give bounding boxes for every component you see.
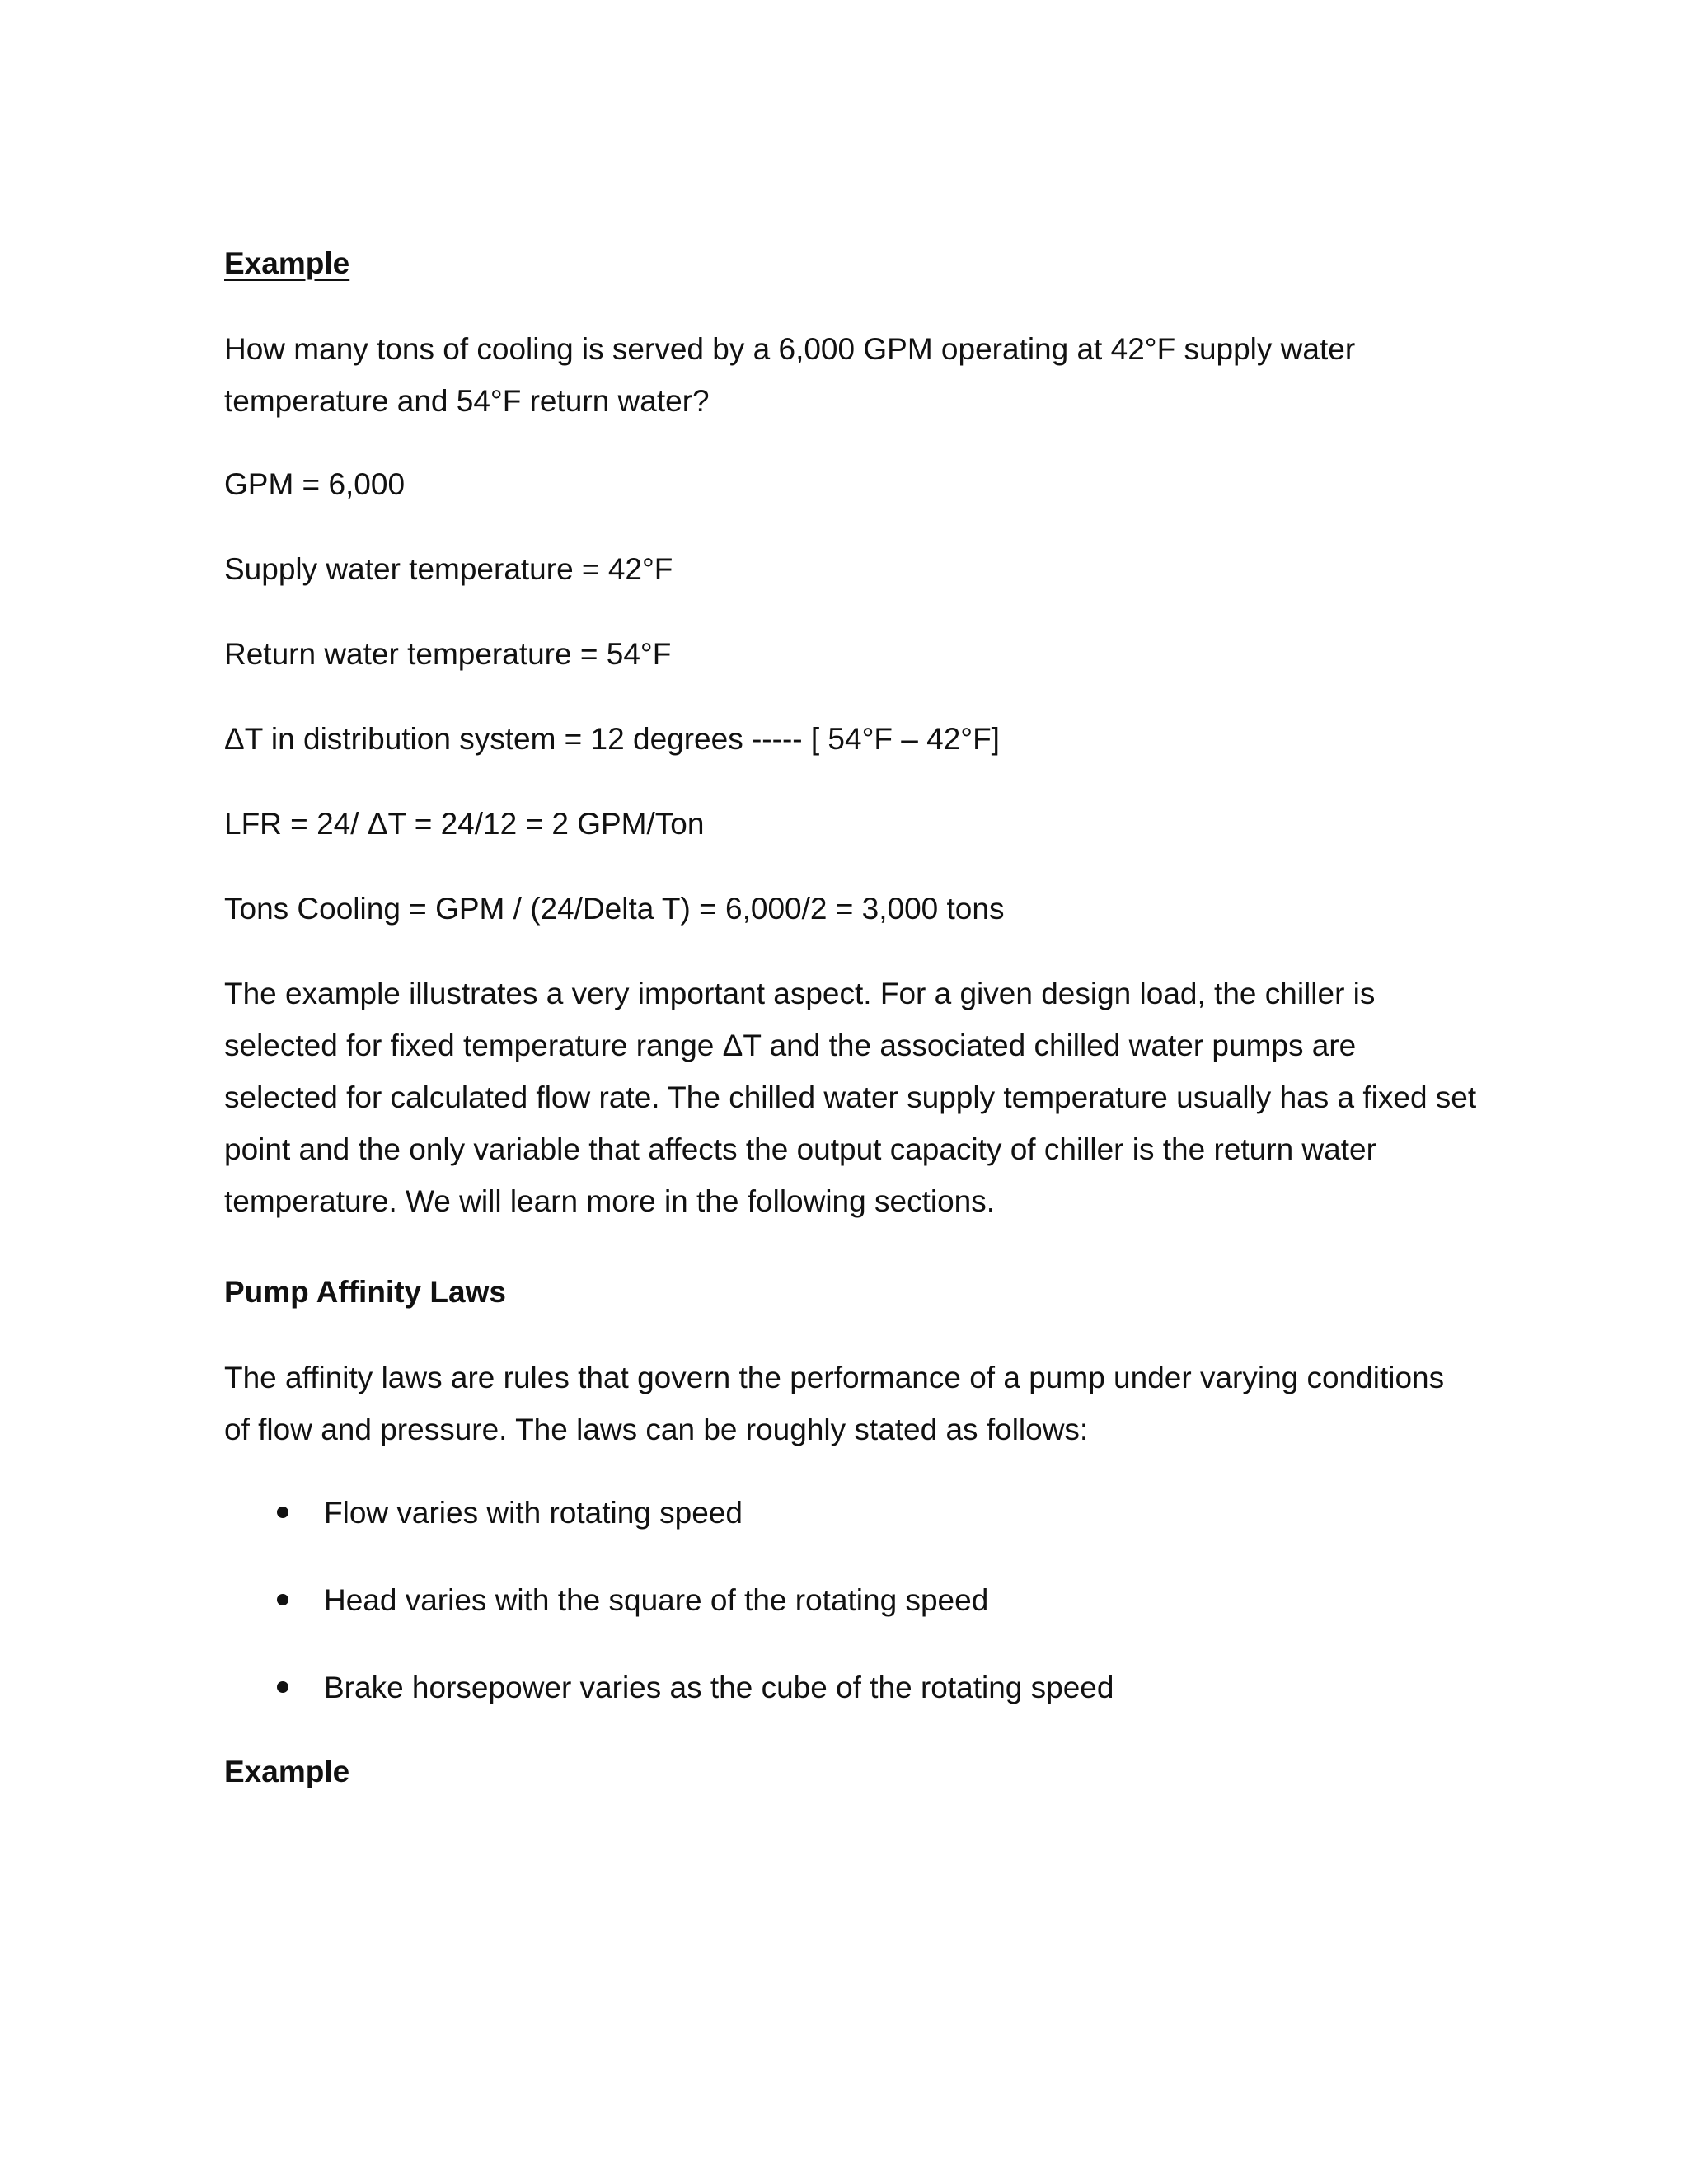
law-text: Brake horsepower varies as the cube of the rotating speed (324, 1671, 1114, 1704)
tons-cooling-line: Tons Cooling = GPM / (24/Delta T) = 6,000/2 = 3,000 tons (224, 892, 1005, 926)
law-list-item (224, 1574, 1477, 1626)
given-return-temperature: Return water temperature = 54°F (224, 637, 672, 671)
explanation-paragraph: The example illustrates a very important aspect. For a given design load, the chiller is selected for fixed temperature range ΔT and the associated chilled water pumps are selected for calculated flow rate. The chilled water supply temperature usually has a fixed set point and the only variable that affects the output capacity of chiller is the return water temperature. We will learn more in the following sections. (224, 977, 1477, 1218)
example-heading: Example (224, 246, 350, 280)
question-paragraph: How many tons of cooling is served by a 6,000 GPM operating at 42°F supply water temperature and 54°F return water? (224, 332, 1356, 418)
given-gpm: GPM = 6,000 (224, 467, 406, 501)
bullet-icon (277, 1594, 288, 1605)
delta-t-line: ΔT in distribution system = 12 degrees ----- [ 54°F – 42°F] (224, 722, 1000, 756)
bullet-icon (277, 1681, 288, 1693)
given-supply-temperature: Supply water temperature = 42°F (224, 552, 673, 586)
bullet-icon (277, 1507, 288, 1518)
pump-affinity-laws-heading: Pump Affinity Laws (224, 1275, 506, 1309)
lfr-line: LFR = 24/ ΔT = 24/12 = 2 GPM/Ton (224, 807, 705, 841)
law-list-item (224, 1487, 1477, 1539)
law-list-item (224, 1661, 1477, 1713)
affinity-intro-paragraph: The affinity laws are rules that govern the performance of a pump under varying conditions of flow and pressure. The laws can be roughly stated as follows: (224, 1361, 1445, 1446)
example-heading-2: Example (224, 1755, 350, 1788)
law-text: Flow varies with rotating speed (324, 1496, 743, 1530)
law-text: Head varies with the square of the rotating speed (324, 1583, 989, 1617)
